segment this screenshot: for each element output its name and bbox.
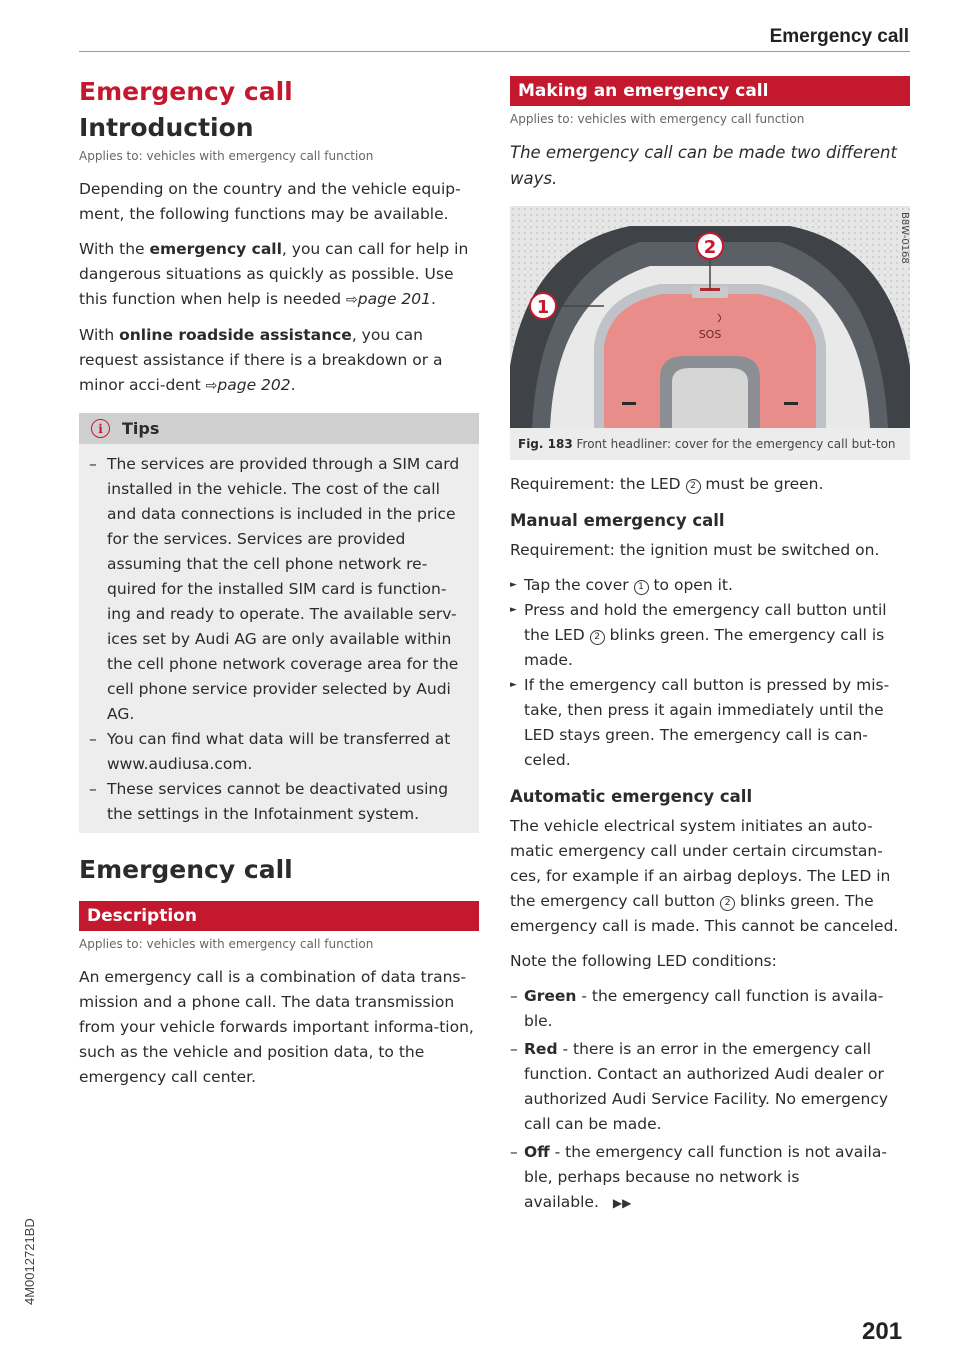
running-header: Emergency call bbox=[769, 26, 909, 47]
intro-applies-note: Applies to: vehicles with emergency call function bbox=[79, 149, 374, 163]
figure-caption bbox=[510, 428, 910, 460]
tips-list bbox=[79, 444, 479, 833]
led-state-green bbox=[510, 984, 910, 1034]
callout-ref-2: 2 bbox=[720, 896, 735, 911]
description-bar: Description bbox=[79, 901, 479, 931]
automatic-call-paragraph bbox=[510, 814, 910, 939]
step-item bbox=[510, 598, 910, 673]
state-name: Off bbox=[524, 1143, 550, 1161]
bold-term: online roadside assistance bbox=[119, 326, 352, 344]
state-text: - the emergency call function is not availa-ble, perhaps because no network is available. bbox=[524, 1143, 887, 1211]
manual-call-title: Manual emergency call bbox=[510, 511, 725, 530]
description-applies-note: Applies to: vehicles with emergency call function bbox=[79, 937, 374, 951]
chapter-title: Emergency call bbox=[79, 77, 293, 106]
header-rule bbox=[79, 51, 910, 52]
text: The vehicle electrical system initiates an auto-matic emergency call under certain circumstan-ces, for example if an airbag deploys. The LED in the emergency call button bbox=[510, 817, 891, 910]
state-name: Green bbox=[524, 987, 577, 1005]
figure-code: B8W-0168 bbox=[899, 212, 910, 264]
intro-paragraph-1: Depending on the country and the vehicle equip-ment, the following functions may be available. bbox=[79, 180, 461, 223]
intro-paragraph-2 bbox=[79, 237, 479, 313]
description-paragraph: An emergency call is a combination of data trans-mission and a phone call. The data transmission from your vehicle forwards important informa-tion, such as the vehicle and position data, to the emergency call center. bbox=[79, 968, 474, 1086]
led-conditions-intro: Note the following LED conditions: bbox=[510, 952, 777, 970]
manual-requirement: Requirement: the ignition must be switched on. bbox=[510, 541, 880, 559]
caption-text: Front headliner: cover for the emergency call but-ton bbox=[576, 437, 896, 451]
callout-1: 1 bbox=[536, 297, 550, 318]
text: . bbox=[290, 376, 296, 394]
page-reference-link[interactable]: page 201 bbox=[357, 290, 431, 308]
text: Requirement: the LED bbox=[510, 475, 686, 493]
lead-paragraph: The emergency call can be made two different ways. bbox=[510, 143, 897, 188]
state-name: Red bbox=[524, 1040, 558, 1058]
state-text: - the emergency call function is availa-ble. bbox=[524, 987, 884, 1030]
tips-header bbox=[79, 413, 479, 444]
callout-ref-1: 1 bbox=[634, 580, 649, 595]
sos-button-label: SOS bbox=[698, 328, 722, 341]
right-column bbox=[510, 70, 910, 1219]
step-item bbox=[510, 573, 910, 598]
text: , you can request assistance if there is a breakdown or a minor acci-dent bbox=[79, 326, 443, 394]
text: to open it. bbox=[648, 576, 733, 594]
led-state-off bbox=[510, 1140, 910, 1216]
document-code: 4M0012721BD bbox=[22, 1218, 37, 1305]
making-call-applies-note: Applies to: vehicles with emergency call function bbox=[510, 112, 805, 126]
continue-arrow-icon: ▶▶ bbox=[612, 1196, 632, 1210]
cross-ref-arrow-icon: ⇨ bbox=[205, 378, 218, 394]
intro-paragraph-3 bbox=[79, 323, 479, 399]
manual-steps bbox=[510, 573, 910, 773]
step-item: ► If the emergency call button is pressed by mis-take, then press it again immediately until the LED stays green. The emergency call is can-celed. bbox=[510, 673, 910, 773]
left-column bbox=[79, 70, 479, 1100]
intro-title: Introduction bbox=[79, 113, 254, 142]
text: With the bbox=[79, 240, 150, 258]
text: Tap the cover bbox=[524, 576, 634, 594]
tip-item: – The services are provided through a SIM card installed in the vehicle. The cost of the call and data connections is included in the price for the services. Services are provided assuming that the cell phone network re-quired for the installed SIM card is function-ing and ready to operate. The available serv-ices set by Audi AG are only available within the cell phone network coverage area for the cell phone service provider selected by Audi AG. bbox=[89, 452, 467, 727]
text: blinks green. The emergency call is made. This cannot be canceled. bbox=[510, 892, 899, 935]
led-state-red bbox=[510, 1037, 910, 1137]
cross-ref-arrow-icon: ⇨ bbox=[346, 292, 358, 308]
tip-item: – You can find what data will be transferred at www.audiusa.com. bbox=[89, 727, 467, 777]
figure-183 bbox=[510, 206, 910, 460]
text: blinks green. The emergency call is made. bbox=[524, 626, 885, 669]
info-icon: i bbox=[91, 419, 110, 438]
text: must be green. bbox=[700, 475, 824, 493]
text: . bbox=[431, 290, 436, 308]
tip-item: – These services cannot be deactivated using the settings in the Infotainment system. bbox=[89, 777, 467, 827]
text: With bbox=[79, 326, 120, 344]
making-call-bar: Making an emergency call bbox=[510, 76, 910, 106]
led-conditions-list bbox=[510, 984, 910, 1216]
headliner-illustration bbox=[510, 206, 910, 428]
state-text: - there is an error in the emergency call function. Contact an authorized Audi dealer or authorized Audi Service Facility. No emergency call can be made. bbox=[524, 1040, 889, 1133]
text: Press and hold the emergency call button until the LED bbox=[524, 601, 887, 644]
tips-box bbox=[79, 413, 479, 833]
automatic-call-title: Automatic emergency call bbox=[510, 787, 753, 806]
section-title: Emergency call bbox=[79, 855, 293, 884]
page-number: 201 bbox=[862, 1318, 903, 1345]
callout-ref-2: 2 bbox=[590, 630, 605, 645]
callout-ref-2: 2 bbox=[686, 479, 701, 494]
text: , you can call for help in dangerous situations as quickly as possible. Use this function when help is needed bbox=[79, 240, 469, 308]
callout-2: 2 bbox=[703, 237, 717, 258]
caption-label: Fig. 183 bbox=[518, 437, 573, 451]
led-requirement bbox=[510, 472, 910, 497]
page-reference-link[interactable]: page 202 bbox=[217, 376, 291, 394]
tips-title: Tips bbox=[122, 419, 160, 438]
bold-term: emergency call bbox=[149, 240, 282, 258]
